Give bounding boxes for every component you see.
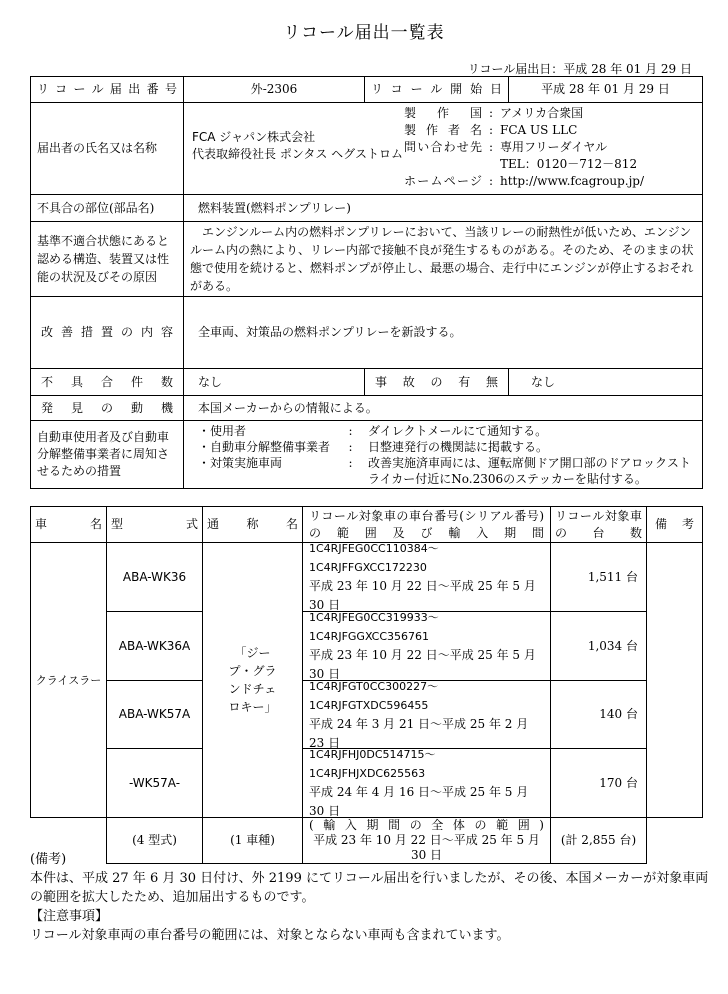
country-value: アメリカ合衆国 — [500, 106, 584, 120]
header-model: 型式 — [107, 507, 203, 543]
car-name-cell: クライスラー — [31, 543, 107, 818]
recall-number-value: 外-2306 — [184, 77, 365, 103]
remarks-cell — [647, 543, 703, 818]
notify-list — [184, 421, 703, 489]
header-common-name: 通称名 — [203, 507, 303, 543]
count-row: 170 台 — [599, 775, 638, 790]
applicant-cell: FCA ジャパン株式会社 代表取締役社長 ポンタス ヘグストロム 製作国 : アメリカ合衆国 製作者名 : FCA US LLC 問い合わせ先 : 専用フリーダイヤル TEL：0120－712－812 ホームページ : http://www.fcagroup.jp/ — [184, 103, 703, 195]
header-car-name: 車名 — [31, 507, 107, 543]
total-models: (4 型式) — [107, 818, 203, 864]
notify-item: ・対策実施車両 : 改善実施済車両には、運転席側ドア開口部のドアロックストライカー付近にNo.2306のステッカーを貼付する。 — [198, 455, 691, 486]
maker-label: 製作者名 — [404, 123, 482, 137]
recall-start-label: リコール開始日 — [365, 77, 509, 103]
model-cell — [107, 543, 203, 818]
caution-heading: 【注意事項】 — [30, 909, 109, 924]
remedy-label: 改善措置の内容 — [31, 297, 184, 369]
header-range: リコール対象車の車台番号(シリアル番号)の範囲及び輸入期間 — [303, 507, 551, 543]
total-range-value: 平成 23 年 10 月 22 日～平成 25 年 5 月 30 日 — [313, 833, 540, 862]
notify-item: ・自動車分解整備事業者 : 日整連発行の機関誌に掲載する。 — [198, 439, 549, 454]
recall-info-table — [30, 76, 703, 489]
model-row: ABA-WK36A — [107, 612, 202, 681]
defect-count-label: 不具合件数 — [31, 369, 184, 396]
notify-label: 自動車使用者及び自動車分解整備事業者に周知させるための措置 — [31, 421, 184, 489]
recall-number-label: リコール届出番号 — [31, 77, 184, 103]
count-cell — [551, 543, 647, 818]
defect-part-value: 燃料装置(燃料ポンプリレー) — [184, 195, 703, 222]
range-row: 1C4RJFEG0CC110384～1C4RJFFGXCC172230 平成 23 年 10 月 22 日～平成 25 年 5 月 30 日 — [303, 543, 550, 612]
vehicle-table — [30, 506, 703, 864]
accident-value: なし — [509, 369, 703, 396]
total-count: (計 2,855 台) — [551, 818, 647, 864]
range-cell — [303, 543, 551, 818]
notify-item: ・使用者 : ダイレクトメールにて通知する。 — [198, 423, 548, 438]
contact-label: 問い合わせ先 — [404, 140, 482, 154]
discovery-label: 発見の動機 — [31, 396, 184, 421]
range-row: 1C4RJFHJ0DC514715～1C4RJFHJXDC625563 平成 24 年 4 月 16 日～平成 25 年 5 月 30 日 — [309, 748, 529, 818]
defect-count-value: なし — [184, 369, 365, 396]
caution-body: リコール対象車両の車台番号の範囲には、対象とならない車両も含まれています。 — [30, 928, 510, 943]
applicant-representative: 代表取締役社長 ポンタス ヘグストロム — [192, 147, 404, 161]
maker-value: FCA US LLC — [500, 123, 578, 137]
notes-body: 本件は、平成 27 年 6 月 30 日付け、外 2199 にてリコール届出を行いましたが、その後、本国メーカーが対象車両の範囲を拡大したため、追加届出するものです。 — [30, 871, 709, 905]
header-count: リコール対象車の台数 — [551, 507, 647, 543]
defect-part-label: 不具合の部位(部品名) — [31, 195, 184, 222]
count-row: 140 台 — [551, 681, 646, 749]
count-row: 1,511 台 — [551, 543, 646, 612]
model-row: -WK57A- — [128, 775, 181, 790]
page-title: リコール届出一覧表 — [283, 23, 445, 43]
accident-label: 事故の有無 — [365, 369, 509, 396]
filing-date: リコール届出日：平成 28 年 01 月 29 日 — [467, 62, 692, 76]
notes-section — [30, 850, 710, 945]
homepage-link[interactable]: http://www.fcagroup.jp/ — [500, 174, 645, 188]
model-row: ABA-WK36 — [107, 543, 202, 612]
discovery-value: 本国メーカーからの情報による。 — [184, 396, 703, 421]
total-names: (1 車種) — [203, 818, 303, 864]
remedy-value: 全車両、対策品の燃料ポンプリレーを新設する。 — [184, 297, 703, 369]
common-name-cell: 「ジープ・グランドチェロキー」 — [203, 543, 303, 818]
header-remarks: 備考 — [647, 507, 703, 543]
total-range-label: (輸入期間の全体の範囲) — [309, 818, 544, 832]
applicant-label: 届出者の氏名又は名称 — [31, 103, 184, 195]
condition-value: エンジンルーム内の燃料ポンプリレーにおいて、当該リレーの耐熱性が低いため、エンジンルーム内の熱により、リレー内部で接触不良が発生するものがある。そのため、そのままの状態で使用を続けると、燃料ポンプが停止し、最悪の場合、走行中にエンジンが停止するおそれがある。 — [184, 222, 703, 297]
count-row: 1,034 台 — [551, 612, 646, 681]
range-row: 1C4RJFGT0CC300227～1C4RJFGTXDC596455 平成 24 年 3 月 21 日～平成 25 年 2 月 23 日 — [303, 681, 550, 749]
recall-start-value: 平成 28 年 01 月 29 日 — [509, 77, 703, 103]
contact-value: 専用フリーダイヤル — [500, 140, 608, 154]
range-row: 1C4RJFEG0CC319933～1C4RJFGGXCC356761 平成 23 年 10 月 22 日～平成 25 年 5 月 30 日 — [303, 612, 550, 681]
model-row: ABA-WK57A — [107, 681, 202, 749]
homepage-label: ホームページ — [404, 174, 482, 188]
applicant-company: FCA ジャパン株式会社 — [192, 130, 316, 144]
notes-heading: (備考) — [30, 852, 67, 867]
condition-label: 基準不適合状態にあると認める構造、装置又は性能の状況及びその原因 — [31, 222, 184, 297]
country-label: 製作国 — [404, 106, 482, 120]
contact-tel: TEL：0120－712－812 — [500, 157, 638, 171]
